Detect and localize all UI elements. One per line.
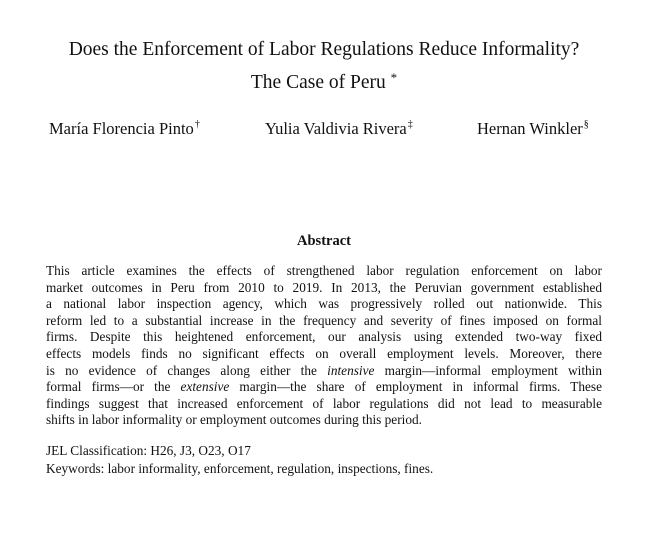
author-name: María Florencia Pinto (49, 119, 194, 138)
author-name: Yulia Valdivia Rivera (265, 119, 407, 138)
author-footnote-mark: § (583, 119, 589, 130)
jel-classification: JEL Classification: H26, J3, O23, O17 (46, 443, 251, 458)
abstract-line: effects models finds no significant effects on overall employment levels. Moreover, there (46, 345, 602, 361)
abstract-line: This article examines the effects of strengthened labor regulation enforcement on labor (46, 263, 602, 278)
abstract-text: formal firms—or the (46, 379, 181, 395)
abstract-heading: Abstract (297, 233, 351, 249)
author-3 (477, 114, 589, 140)
title-line-2-text: The Case of Peru (250, 72, 386, 93)
author-footnote-mark: ‡ (407, 119, 413, 130)
abstract-line: firms. Despite this heightened enforcement, our analysis using extended two-way fixed (46, 329, 602, 345)
abstract-line (46, 379, 602, 396)
abstract-text: margin—the share of employment in informal firms. These (229, 379, 602, 395)
abstract-line: shifts in labor informality or employment outcomes during this period. (46, 412, 422, 428)
author-name: Hernan Winkler (477, 119, 583, 138)
abstract-line (46, 363, 602, 380)
abstract-line: reform led to a substantial increase in the frequency and severity of fines imposed on formal (46, 312, 602, 328)
author-footnote-mark: † (194, 119, 200, 130)
paper-title (0, 36, 648, 97)
title-line-2 (0, 64, 648, 97)
abstract-body (46, 263, 602, 429)
abstract-text: margin—informal employment within (374, 362, 603, 378)
abstract-line: market outcomes in Peru from 2010 to 2019. In 2013, the Peruvian government established (46, 279, 602, 295)
abstract-text: is no evidence of changes along either the (46, 362, 328, 378)
abstract-line: a national labor inspection agency, which was progressively rolled out nationwide. This (46, 296, 602, 312)
title-line-1: Does the Enforcement of Labor Regulations Reduce Informality? (68, 39, 580, 60)
abstract-line: findings suggest that increased enforcement of labor regulations did not lead to measurable (46, 395, 602, 411)
author-2 (265, 114, 413, 140)
title-footnote-mark: * (390, 70, 398, 85)
italic-term: intensive (327, 362, 375, 378)
keywords: Keywords: labor informality, enforcement, regulation, inspections, fines. (46, 461, 434, 476)
author-1 (49, 114, 200, 140)
italic-term: extensive (180, 379, 230, 395)
